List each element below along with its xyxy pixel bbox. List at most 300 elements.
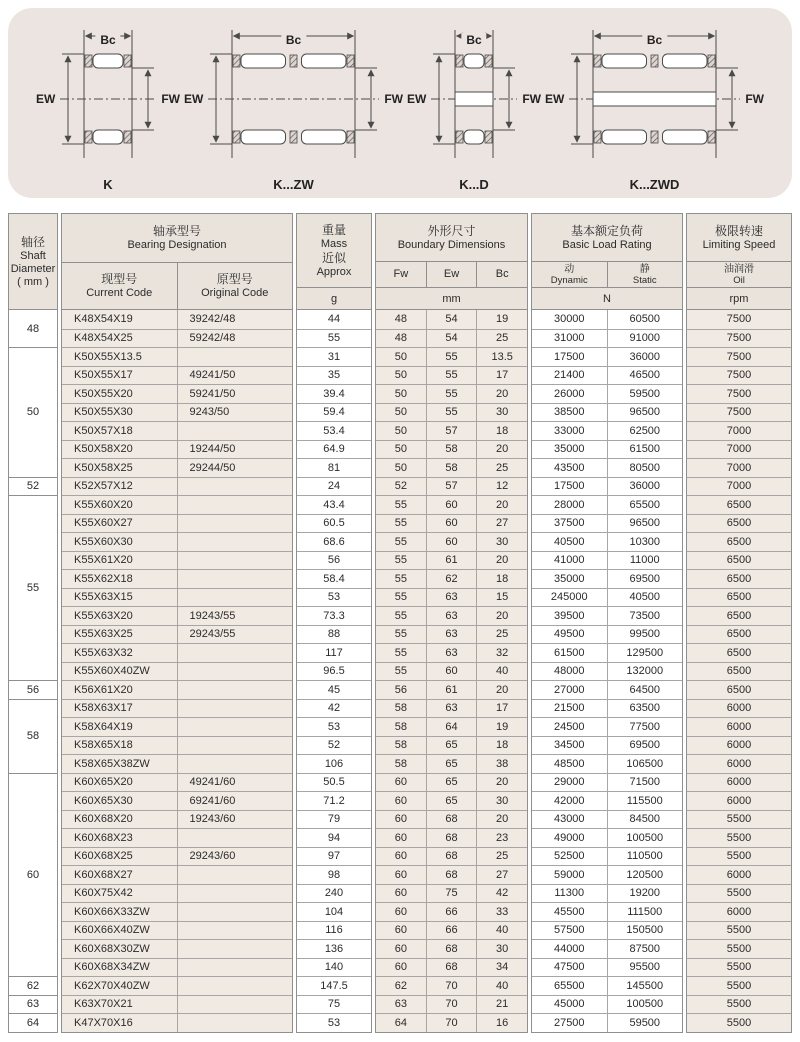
cell-fw: 50 [376,422,426,440]
table-row [532,514,682,533]
bearing-type-label: K...ZWD [629,177,680,192]
table-row [532,310,682,329]
cell-ew: 54 [426,310,477,329]
cell-mass: 55 [297,330,371,348]
table-row [376,625,527,644]
cell-mass: 59.4 [297,404,371,422]
cell-mass: 53 [297,589,371,607]
cell-mass: 98 [297,866,371,884]
table-row [532,662,682,681]
ew-dimension-label: EW [545,92,565,106]
current-code-header [62,263,177,310]
cell-ew: 63 [426,644,477,662]
original-code-header [177,263,293,310]
table-row [297,532,371,551]
header-text: Diameter [10,262,56,275]
cell-oil: 7000 [687,441,791,459]
cell-original [177,977,293,995]
header-text: ( mm ) [17,275,49,288]
cell-fw: 55 [376,533,426,551]
header-text: 基本额定负荷 [570,223,643,238]
table-row [376,403,527,422]
cell-oil: 7000 [687,478,791,496]
cell-bc: 34 [476,959,527,977]
cell-bc: 20 [476,496,527,514]
cell-current: K60X68X30ZW [62,940,177,958]
table-row [376,680,527,699]
table-row [376,421,527,440]
table-row [62,865,292,884]
cell-fw: 64 [376,1014,426,1032]
cell-mass: 240 [297,885,371,903]
cell-bc: 17 [476,367,527,385]
cell-dynamic: 44000 [532,940,607,958]
cell-mass: 50.5 [297,774,371,792]
dimensions-unit [376,287,527,309]
fw-dimension-label: FW [384,92,403,106]
table-row [62,976,292,995]
cell-original: 59241/50 [177,385,293,403]
cell-oil: 5500 [687,848,791,866]
table-row [687,421,791,440]
cell-mass: 53 [297,1014,371,1032]
cell-mass: 94 [297,829,371,847]
cell-bc: 18 [476,570,527,588]
table-row [532,791,682,810]
fw-dimension-label: FW [161,92,180,106]
table-row [62,939,292,958]
table-row [62,495,292,514]
cell-current: K47X70X16 [62,1014,177,1032]
cell-current: K50X58X20 [62,441,177,459]
cell-oil: 6000 [687,774,791,792]
header-text: Limiting Speed [702,238,776,251]
shaft-diameter-value: 63 [9,995,57,1014]
cell-fw: 60 [376,903,426,921]
cell-bc: 19 [476,310,527,329]
cell-dynamic: 43500 [532,459,607,477]
cell-current: K55X61X20 [62,552,177,570]
table-row [297,643,371,662]
table-row [297,347,371,366]
column-group-boundary-dimensions [375,213,528,1033]
table-row [687,495,791,514]
cell-oil: 7500 [687,310,791,329]
cell-oil: 6500 [687,663,791,681]
cell-static: 63500 [607,700,683,718]
header-text: Basic Load Rating [562,238,652,251]
table-row [62,1013,292,1032]
cell-ew: 62 [426,570,477,588]
cell-fw: 58 [376,737,426,755]
header-text: Current Code [86,286,153,299]
table-row [297,939,371,958]
cell-original: 59242/48 [177,330,293,348]
table-row [376,699,527,718]
table-row [297,884,371,903]
table-row [297,440,371,459]
cell-oil: 7500 [687,404,791,422]
cell-current: K55X60X27 [62,515,177,533]
cell-original: 19243/55 [177,607,293,625]
cell-original [177,829,293,847]
table-row [297,902,371,921]
cell-original [177,663,293,681]
header-text: 外形尺寸 [427,223,476,238]
bearing-type-label: K [103,177,113,192]
table-row [297,495,371,514]
unit-text: rpm [729,292,749,305]
cell-static: 110500 [607,848,683,866]
cell-ew: 66 [426,903,477,921]
table-row [376,791,527,810]
cell-bc: 21 [476,996,527,1014]
table-row [297,662,371,681]
table-row [297,921,371,940]
cell-ew: 75 [426,885,477,903]
cell-fw: 62 [376,977,426,995]
cell-current: K50X55X17 [62,367,177,385]
ew-dimension-label: EW [407,92,427,106]
cell-bc: 25 [476,848,527,866]
table-row [376,551,527,570]
table-row [532,995,682,1014]
bearing-type-label: K...ZW [273,177,314,192]
cell-dynamic: 57500 [532,922,607,940]
cell-fw: 60 [376,922,426,940]
cell-oil: 5500 [687,940,791,958]
table-row [376,532,527,551]
cell-ew: 66 [426,922,477,940]
cell-fw: 52 [376,478,426,496]
cell-mass: 44 [297,310,371,329]
cell-oil: 5500 [687,996,791,1014]
cell-dynamic: 38500 [532,404,607,422]
cell-static: 132000 [607,663,683,681]
table-row [62,477,292,496]
header-text: Shaft [20,249,46,262]
cell-dynamic: 17500 [532,348,607,366]
cell-ew: 55 [426,404,477,422]
table-row [297,458,371,477]
cell-static: 80500 [607,459,683,477]
cell-original: 9243/50 [177,404,293,422]
table-row [376,662,527,681]
cell-fw: 55 [376,663,426,681]
cell-static: 99500 [607,626,683,644]
table-row [532,976,682,995]
cell-oil: 5500 [687,1014,791,1032]
table-row [62,958,292,977]
cell-dynamic: 52500 [532,848,607,866]
cell-current: K55X63X15 [62,589,177,607]
table-row [687,902,791,921]
header-text: Original Code [201,286,269,299]
table-row [297,606,371,625]
cell-ew: 60 [426,496,477,514]
cell-oil: 5500 [687,811,791,829]
cell-mass: 35 [297,367,371,385]
cell-original: 49241/60 [177,774,293,792]
table-row [62,902,292,921]
cell-static: 145500 [607,977,683,995]
cell-current: K48X54X25 [62,330,177,348]
cell-ew: 70 [426,1014,477,1032]
cell-ew: 60 [426,663,477,681]
table-row [62,329,292,348]
table-row [376,310,527,329]
table-row [532,810,682,829]
cell-original [177,681,293,699]
cell-oil: 6500 [687,552,791,570]
static-header: 静 Static [607,262,683,287]
cell-current: K60X68X23 [62,829,177,847]
table-row [532,532,682,551]
cell-fw: 55 [376,589,426,607]
fw-header: Fw [393,268,409,281]
cell-original [177,552,293,570]
cell-dynamic: 48500 [532,755,607,773]
table-row [687,865,791,884]
cell-mass: 79 [297,811,371,829]
dimensions-header [376,214,527,261]
table-row [62,384,292,403]
table-row [532,902,682,921]
table-row [62,699,292,718]
table-row [62,828,292,847]
mass-unit [297,287,371,309]
header-text: Boundary Dimensions [397,238,506,251]
table-row [532,921,682,940]
cell-mass: 43.4 [297,496,371,514]
table-row [376,995,527,1014]
table-row [62,773,292,792]
cell-bc: 23 [476,829,527,847]
cell-fw: 60 [376,811,426,829]
table-row [687,514,791,533]
cell-bc: 40 [476,977,527,995]
cell-bc: 33 [476,903,527,921]
bearing-diagram-zw [182,24,405,192]
cell-static: 19200 [607,885,683,903]
table-row [687,551,791,570]
table-row [687,828,791,847]
cell-static: 60500 [607,310,683,329]
load-unit [532,287,682,309]
table-row [687,773,791,792]
cell-original [177,496,293,514]
cell-fw: 60 [376,792,426,810]
cell-current: K63X70X21 [62,996,177,1014]
cell-current: K55X63X25 [62,626,177,644]
cell-ew: 60 [426,515,477,533]
cell-mass: 88 [297,626,371,644]
cell-static: 46500 [607,367,683,385]
table-row [532,403,682,422]
table-row [376,921,527,940]
cell-static: 36000 [607,348,683,366]
cell-oil: 6500 [687,607,791,625]
cell-ew: 63 [426,589,477,607]
cell-fw: 60 [376,848,426,866]
cell-oil: 6500 [687,570,791,588]
bearing-spec-table [8,213,792,1033]
table-row [376,347,527,366]
cell-static: 59500 [607,385,683,403]
table-row [62,347,292,366]
cell-oil: 6000 [687,718,791,736]
cell-ew: 64 [426,718,477,736]
shaft-diameter-value: 48 [9,310,57,347]
table-row [532,588,682,607]
cell-fw: 48 [376,330,426,348]
table-row [687,569,791,588]
table-row [687,347,791,366]
table-row [687,329,791,348]
cell-bc: 25 [476,459,527,477]
bc-dimension-label: Bc [461,33,486,48]
ew-dimension-label: EW [184,92,204,106]
table-row [62,995,292,1014]
cell-fw: 55 [376,570,426,588]
header-text: 重量 [321,222,346,237]
cell-static: 69500 [607,737,683,755]
table-row [532,458,682,477]
cell-mass: 116 [297,922,371,940]
cell-dynamic: 17500 [532,478,607,496]
cell-original [177,533,293,551]
cell-original [177,589,293,607]
cell-ew: 58 [426,441,477,459]
cell-mass: 140 [297,959,371,977]
cell-static: 73500 [607,607,683,625]
table-row [376,773,527,792]
table-row [62,717,292,736]
table-row [687,366,791,385]
cell-dynamic: 24500 [532,718,607,736]
cell-dynamic: 47500 [532,959,607,977]
table-row [532,551,682,570]
cell-fw: 60 [376,885,426,903]
cell-original [177,922,293,940]
cell-ew: 61 [426,552,477,570]
cell-original: 29244/50 [177,459,293,477]
table-row [62,625,292,644]
table-row [297,754,371,773]
cell-dynamic: 45500 [532,903,607,921]
table-row [297,810,371,829]
table-row [532,736,682,755]
ew-dimension-label: EW [36,92,56,106]
table-row [297,1013,371,1032]
cell-oil: 6000 [687,700,791,718]
cell-current: K58X65X18 [62,737,177,755]
cell-current: K60X65X20 [62,774,177,792]
cell-fw: 55 [376,552,426,570]
cell-fw: 50 [376,459,426,477]
table-row [297,310,371,329]
cell-fw: 50 [376,348,426,366]
table-row [376,477,527,496]
cell-mass: 58.4 [297,570,371,588]
cell-dynamic: 21400 [532,367,607,385]
cell-current: K56X61X20 [62,681,177,699]
shaft-diameter-value: 62 [9,976,57,995]
table-row [62,810,292,829]
cell-oil: 5500 [687,922,791,940]
cell-mass: 31 [297,348,371,366]
table-row [297,828,371,847]
table-row [532,717,682,736]
table-row [62,532,292,551]
cell-static: 64500 [607,681,683,699]
table-row [687,403,791,422]
table-row [376,606,527,625]
table-row [297,995,371,1014]
shaft-diameter-column [9,310,57,1032]
cell-original: 69241/60 [177,792,293,810]
cell-dynamic: 33000 [532,422,607,440]
cell-ew: 54 [426,330,477,348]
cell-mass: 106 [297,755,371,773]
dynamic-header: 动 Dynamic [550,263,588,286]
table-row [62,458,292,477]
cell-static: 91000 [607,330,683,348]
cell-dynamic: 49000 [532,829,607,847]
column-group-limiting-speed [686,213,792,1033]
table-row [532,625,682,644]
table-row [687,680,791,699]
shaft-diameter-header [9,214,57,309]
table-row [687,958,791,977]
cell-bc: 12 [476,478,527,496]
table-row [376,384,527,403]
table-row [532,884,682,903]
table-row [532,1013,682,1032]
cell-fw: 63 [376,996,426,1014]
cell-oil: 6500 [687,644,791,662]
cell-fw: 60 [376,940,426,958]
table-row [532,958,682,977]
cell-current: K60X65X30 [62,792,177,810]
cell-ew: 60 [426,533,477,551]
cell-current: K48X54X19 [62,310,177,329]
table-row [532,495,682,514]
cell-mass: 56 [297,552,371,570]
table-row [297,976,371,995]
cell-mass: 81 [297,459,371,477]
table-row [532,754,682,773]
cell-dynamic: 27500 [532,1014,607,1032]
cell-ew: 65 [426,792,477,810]
cell-fw: 60 [376,866,426,884]
table-row [376,717,527,736]
cell-oil: 6500 [687,589,791,607]
cell-ew: 68 [426,829,477,847]
cell-bc: 13.5 [476,348,527,366]
cell-mass: 136 [297,940,371,958]
cell-current: K55X60X30 [62,533,177,551]
table-row [687,754,791,773]
cell-static: 71500 [607,774,683,792]
cell-ew: 70 [426,996,477,1014]
table-row [62,847,292,866]
cell-bc: 15 [476,589,527,607]
table-row [297,699,371,718]
ew-header: Ew [426,262,477,287]
cell-bc: 19 [476,718,527,736]
cell-fw: 55 [376,515,426,533]
